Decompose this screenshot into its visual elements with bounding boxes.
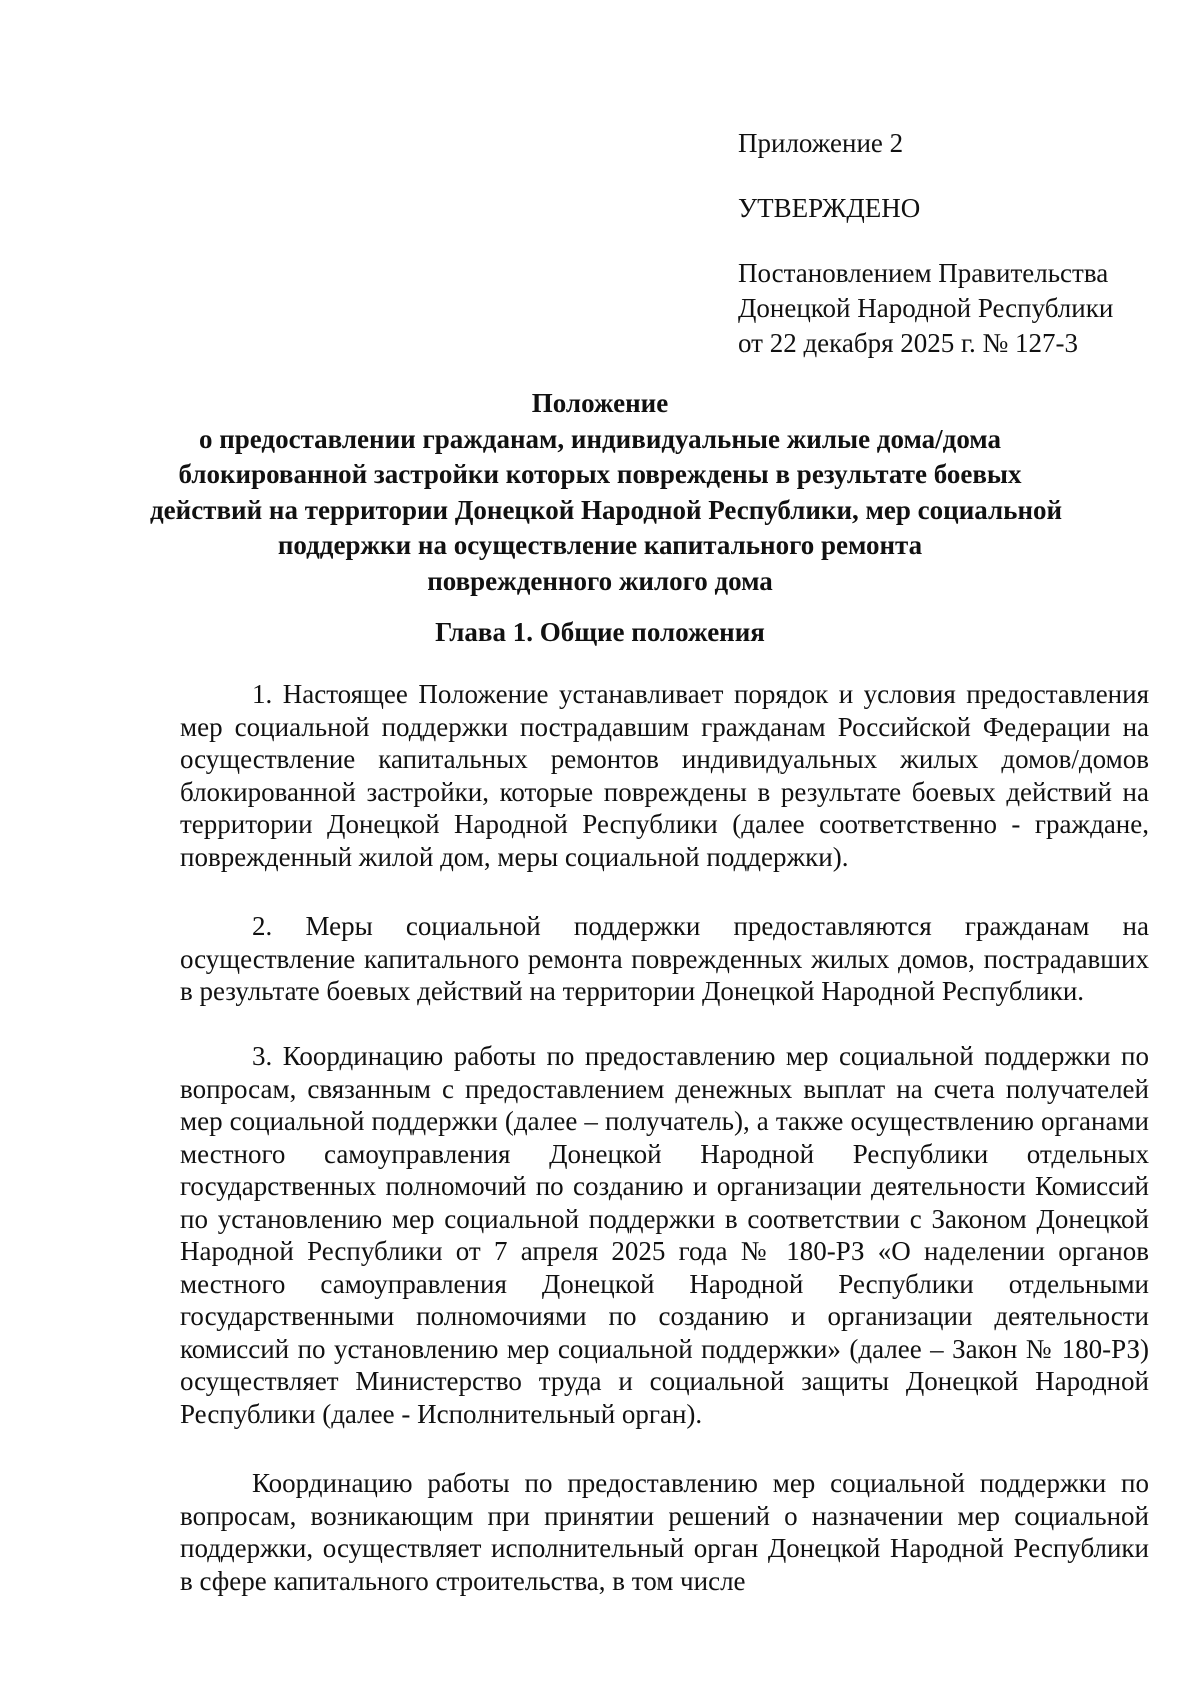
paragraph-block — [180, 678, 1149, 873]
decree-reference — [738, 256, 1168, 361]
title-line: поврежденного жилого дома — [427, 565, 773, 596]
title-line: Положение — [531, 388, 669, 418]
decree-line: Донецкой Народной Республики — [738, 293, 1114, 323]
paragraph-3: 3. Координацию работы по предоставлению мер социальной поддержки по вопросам, связанным с предоставлением денежных выплат на счета получателей мер социальной поддержки (далее – получатель), а также осуществлению органами местного самоуправления Донецкой Народной Республики отдельных государственных полномочий по созданию и организации деятельности Комиссий по установлению мер социальной поддержки в соответствии с Законом Донецкой Народной Республики от 7 апреля 2025 года № 180-РЗ «О наделении органов местного самоуправления Донецкой Народной Республики отдельными государственными полномочиями по созданию и организации деятельности комиссий по установлению мер социальной поддержки» (далее – Закон № 180-РЗ) осуществляет Министерство труда и социальной защиты Донецкой Народной Республики (далее - Исполнительный орган). — [180, 1041, 1149, 1429]
decree-line: от 22 декабря 2025 г. № 127-3 — [738, 328, 1079, 358]
decree-line: Постановлением Правительства — [738, 258, 1109, 288]
title-line: действий на территории Донецкой Народной Республики, мер социальной — [150, 494, 1063, 525]
appendix-label: Приложение 2 — [738, 128, 904, 158]
paragraph-block — [180, 1467, 1149, 1597]
approved-stamp: УТВЕРЖДЕНО — [738, 193, 921, 223]
document-title — [150, 386, 1063, 599]
title-line: блокированной застройки которых повреждены в результате боевых — [178, 459, 1022, 489]
paragraph-4: Координацию работы по предоставлению мер социальной поддержки по вопросам, возникающим при принятии решений о назначении мер социальной поддержки, осуществляет исполнительный орган Донецкой Народной Республики в сфере капитального строительства, в том числе — [180, 1468, 1149, 1596]
paragraph-2: 2. Меры социальной поддержки предоставляются гражданам на осуществление капитального ремонта поврежденных жилых домов, пострадавших в результате боевых действий на территории Донецкой Народной Республики. — [180, 911, 1149, 1006]
title-line: поддержки на осуществление капитального ремонта — [277, 530, 923, 560]
paragraph-1: 1. Настоящее Положение устанавливает порядок и условия предоставления мер социальной поддержки пострадавшим гражданам Российской Федерации на осуществление капитальных ремонтов индивидуальных жилых домов/домов блокированной застройки, которые повреждены в результате боевых действий на территории Донецкой Народной Республики (далее соответственно - граждане, поврежденный жилой дом, меры социальной поддержки). — [180, 679, 1149, 872]
paragraph-block — [180, 1040, 1149, 1430]
chapter-heading: Глава 1. Общие положения — [435, 617, 765, 647]
paragraph-block — [180, 910, 1149, 1008]
title-line: о предоставлении гражданам, индивидуальные жилые дома/дома — [198, 423, 1002, 454]
